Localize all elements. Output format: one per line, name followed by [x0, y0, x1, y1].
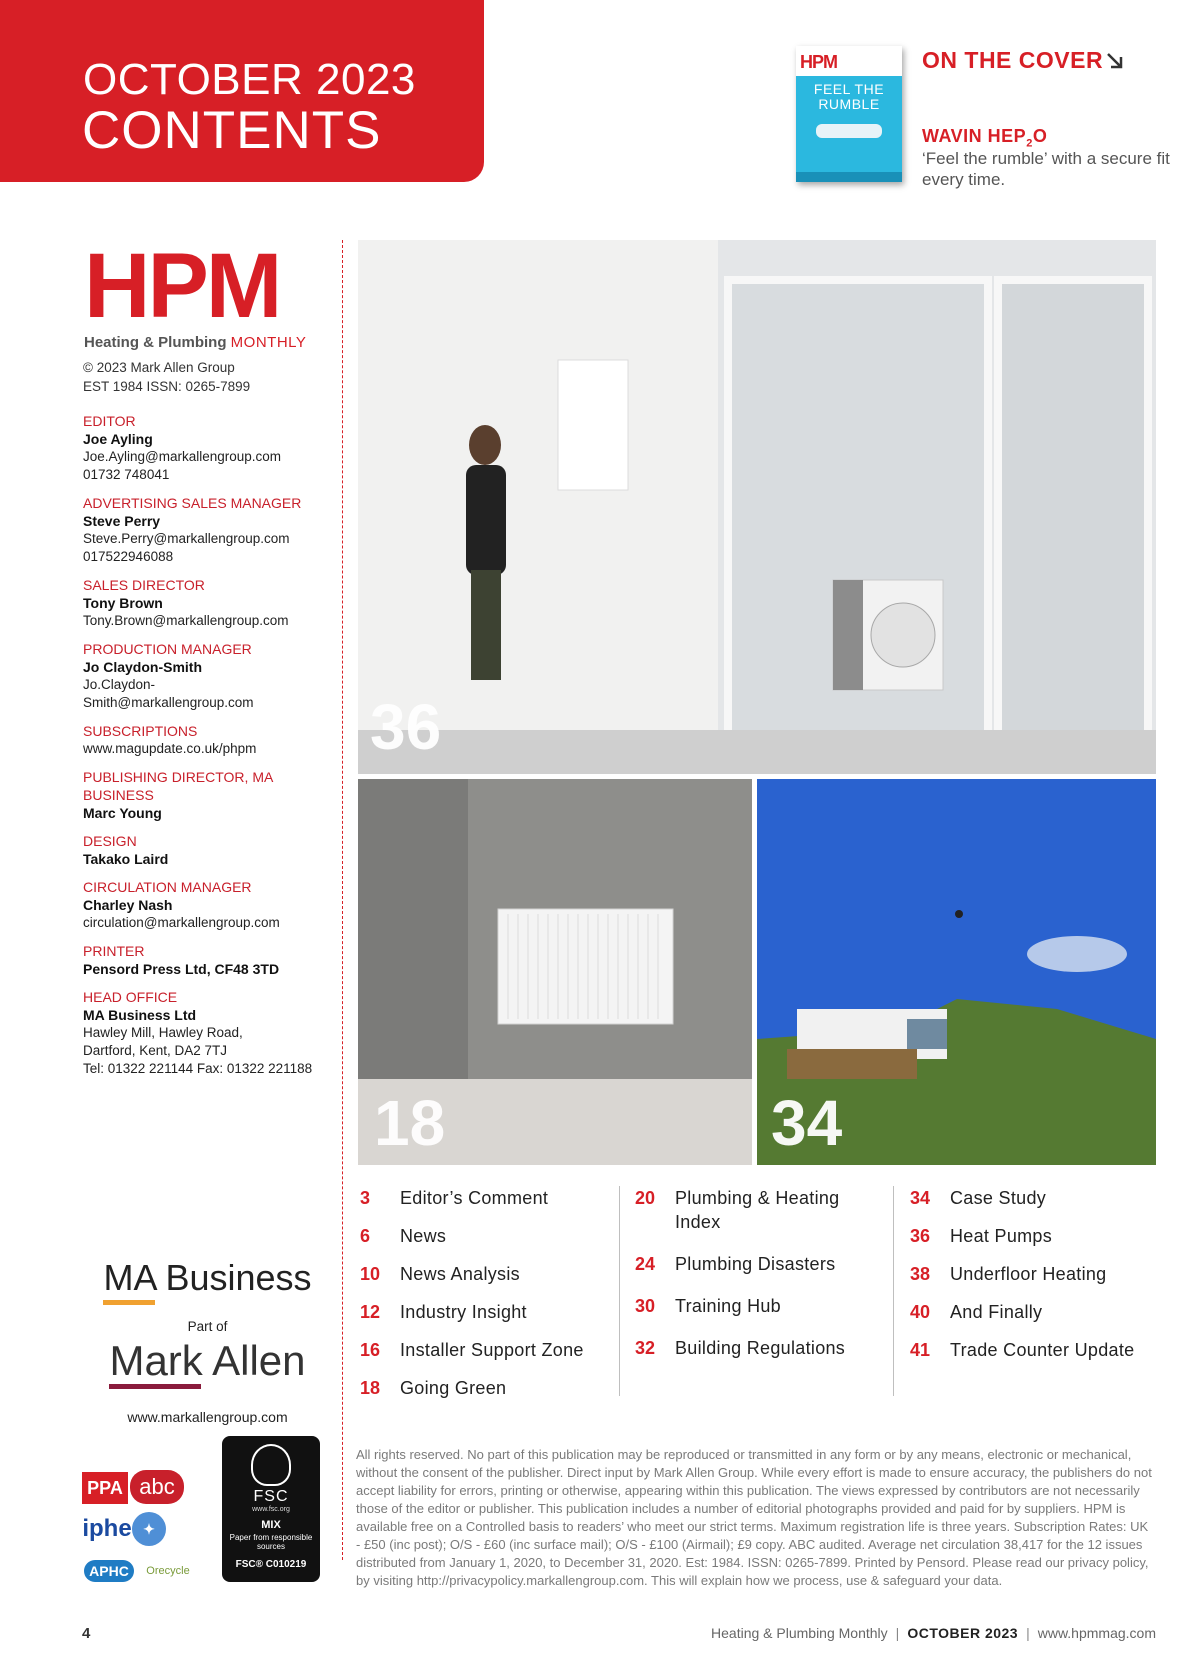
copyright-line: © 2023 Mark Allen Group — [83, 360, 235, 375]
ma-business-underline — [103, 1300, 155, 1305]
masthead-name: Pensord Press Ltd, CF48 3TD — [83, 961, 280, 977]
part-of-label: Part of — [187, 1319, 228, 1334]
contents-column-1 — [360, 1186, 600, 1414]
contents-title: And Finally — [950, 1302, 1043, 1322]
contents-separator — [619, 1186, 620, 1396]
contents-page-number: 12 — [360, 1302, 381, 1322]
masthead-item — [83, 942, 323, 978]
subscriptions-link[interactable]: www.magupdate.co.uk/phpm — [83, 741, 257, 756]
contents-title: Going Green — [400, 1378, 507, 1398]
fsc-site: www.fsc.org — [252, 1506, 290, 1513]
masthead-phone: 017522946088 — [83, 549, 174, 564]
masthead-name: Joe Ayling — [83, 431, 153, 447]
heat-pump-image[interactable] — [358, 240, 1156, 774]
hpm-logo-sub1: Heating & Plumbing — [84, 334, 227, 351]
contents-title: Heat Pumps — [950, 1226, 1053, 1246]
contents-item[interactable] — [360, 1262, 600, 1286]
on-the-cover-label: ON THE COVER — [922, 47, 1104, 73]
masthead-role: HEAD OFFICE — [83, 989, 178, 1005]
masthead-role: SALES DIRECTOR — [83, 577, 205, 593]
masthead-email[interactable]: Jo.Claydon-Smith@markallengroup.com — [83, 677, 254, 710]
page-number-badge: 34 — [771, 1087, 843, 1159]
contents-item[interactable] — [360, 1338, 600, 1362]
contents-title: Case Study — [950, 1188, 1047, 1208]
contents-item[interactable] — [360, 1300, 600, 1324]
membership-badges — [80, 1470, 220, 1590]
contents-item[interactable] — [910, 1338, 1160, 1362]
masthead-item — [83, 878, 323, 932]
footer — [711, 1625, 1156, 1641]
masthead-item — [83, 832, 323, 868]
footer-separator: | — [1026, 1625, 1030, 1641]
page-number-badge: 36 — [370, 691, 442, 763]
contents-page-number: 3 — [360, 1188, 371, 1208]
contents-item[interactable] — [360, 1224, 600, 1248]
masthead-item — [83, 412, 323, 484]
contents-title: Installer Support Zone — [400, 1340, 584, 1360]
issn-line: EST 1984 ISSN: 0265-7899 — [83, 379, 251, 394]
contents-item[interactable] — [635, 1336, 875, 1360]
contents-page-number: 20 — [635, 1188, 656, 1208]
contents-item[interactable] — [360, 1186, 600, 1210]
contents-title: Editor’s Comment — [400, 1188, 549, 1208]
on-the-cover-heading — [922, 47, 1125, 74]
page-number-badge: 18 — [374, 1087, 446, 1159]
ma-business-logo — [95, 1257, 320, 1425]
radiator-image[interactable] — [358, 779, 752, 1165]
contents-page-number: 10 — [360, 1264, 381, 1284]
mark-allen-underline — [109, 1384, 201, 1389]
aphc-logo: APHC — [84, 1560, 134, 1582]
contents-title: CONTENTS — [82, 101, 382, 160]
masthead-name: Tony Brown — [83, 595, 163, 611]
hpm-logo — [84, 235, 309, 351]
cover-thumb-title: FEEL THE RUMBLE — [813, 81, 885, 113]
fsc-name: FSC — [253, 1488, 289, 1505]
contents-title: Plumbing & Heating Index — [675, 1188, 840, 1232]
footer-magazine: Heating & Plumbing Monthly — [711, 1625, 888, 1641]
issue-date: OCTOBER 2023 — [83, 55, 416, 104]
cover-thumb-header — [796, 46, 902, 76]
masthead-phone: 01732 748041 — [83, 467, 170, 482]
copyright — [83, 358, 250, 396]
hpm-logo-wordmark: HPM — [84, 235, 280, 337]
contents-page-number: 38 — [910, 1264, 931, 1284]
cover-description: ‘Feel the rumble’ with a secure fit every time. — [922, 149, 1170, 189]
legal-notice: All rights reserved. No part of this publication may be reproduced or transmitted in any form or by any means, electronic or mechanical, without the consent of the publisher. Direct input by Mark Allen Group. While every effort is made to ensure accuracy, the publishers do not accept liability for errors, printing or otherwise, appearing within this publication. The views expressed by contributors are not necessarily those of the editor or publisher. This publication includes a number of editorial photographs provided and paid for by suppliers. HPM is available free on a Controlled basis to readers’ who meet our strict terms. Maximum registration life is three years. Subscription Rates: UK - £50 (inc post); O/S - £60 (inc surface mail); O/S - £100 (Airmail); £9 copy. ABC audited. Average net circulation 38,417 for the 12 issues distributed from January 1, 2020, to December 31, 2020. Est: 1984. ISSN: 0265-7899. Printed by Pensord. Please read our privacy policy, by visiting http://privacypolicy.markallengroup.com. This will explain how we process, use & safeguard your data. — [356, 1447, 1152, 1588]
masthead-name: Marc Young — [83, 805, 162, 821]
contents-column-3 — [910, 1186, 1160, 1376]
masthead-role: EDITOR — [83, 413, 136, 429]
contact-numbers: Tel: 01322 221144 Fax: 01322 221188 — [83, 1061, 313, 1076]
masthead-role: DESIGN — [83, 833, 137, 849]
contents-page-number: 32 — [635, 1338, 656, 1358]
contents-item[interactable] — [910, 1300, 1160, 1324]
masthead-role: ADVERTISING SALES MANAGER — [83, 495, 302, 511]
contents-page-number: 30 — [635, 1296, 656, 1316]
masthead-role: SUBSCRIPTIONS — [83, 723, 198, 739]
contents-title: News Analysis — [400, 1264, 520, 1284]
cover-brand-end: O — [1032, 126, 1048, 146]
footer-url[interactable]: www.hpmmag.com — [1037, 1625, 1156, 1641]
iphe-logo: iphe — [82, 1515, 132, 1542]
masthead-item — [83, 494, 323, 566]
contents-page-number: 40 — [910, 1302, 931, 1322]
contents-title: Building Regulations — [675, 1338, 846, 1358]
contents-title: Underfloor Heating — [950, 1264, 1107, 1284]
masthead-email[interactable]: Steve.Perry@markallengroup.com — [83, 531, 290, 546]
abc-logo: abc — [130, 1470, 184, 1504]
masthead-name: Charley Nash — [83, 897, 173, 913]
masthead-name: Steve Perry — [83, 513, 161, 529]
cover-thumb-footer-strip — [796, 172, 902, 182]
contents-title: Training Hub — [675, 1296, 781, 1316]
contents-item[interactable] — [635, 1294, 875, 1318]
contents-title: Plumbing Disasters — [675, 1254, 836, 1274]
contents-page-number: 24 — [635, 1254, 656, 1274]
contents-item[interactable] — [360, 1376, 600, 1400]
masthead-item — [83, 576, 323, 630]
ppa-logo: PPA — [82, 1472, 128, 1504]
crest-icon: ✦ — [132, 1512, 166, 1546]
cover-thumb-pipe-image — [816, 124, 882, 138]
masthead-name: MA Business Ltd — [83, 1007, 197, 1023]
column-divider — [342, 240, 343, 1560]
fsc-logo — [222, 1436, 320, 1582]
hpm-logo-sub2: MONTHLY — [230, 334, 307, 351]
fsc-code: FSC® C010219 — [235, 1559, 307, 1570]
page-number: 4 — [82, 1625, 91, 1642]
masthead-role: PUBLISHING DIRECTOR, MA BUSINESS — [83, 769, 273, 803]
cover-thumbnail[interactable] — [796, 46, 902, 182]
contents-page-number: 41 — [910, 1340, 931, 1360]
footer-separator: | — [895, 1625, 900, 1641]
fsc-mix: MIX — [261, 1519, 281, 1531]
masthead-email[interactable]: circulation@markallengroup.com — [83, 915, 280, 930]
masthead-item — [83, 640, 323, 712]
masthead-role: PRINTER — [83, 943, 145, 959]
masthead-role: PRODUCTION MANAGER — [83, 641, 252, 657]
fsc-paper: Paper from responsible sources — [229, 1533, 313, 1551]
ma-business-wordmark: MA Business — [103, 1257, 312, 1298]
masthead-name: Jo Claydon-Smith — [83, 659, 203, 675]
contents-item[interactable] — [635, 1186, 875, 1234]
cover-brand — [922, 126, 1047, 150]
masthead-item — [83, 722, 323, 758]
masthead-item — [83, 768, 323, 822]
contents-title: Trade Counter Update — [950, 1340, 1135, 1360]
contents-column-2 — [635, 1186, 875, 1378]
contents-page-number: 36 — [910, 1226, 931, 1246]
footer-issue: OCTOBER 2023 — [907, 1625, 1019, 1641]
cover-brand-subscript: 2 — [1026, 137, 1033, 150]
case-study-house-image[interactable] — [757, 779, 1156, 1165]
contents-item[interactable] — [910, 1186, 1160, 1210]
contents-page-number: 34 — [910, 1188, 931, 1208]
masthead-email[interactable]: Tony.Brown@markallengroup.com — [83, 613, 289, 628]
fsc-tree-icon — [251, 1444, 291, 1486]
contents-page-number: 18 — [360, 1378, 381, 1398]
masthead — [83, 412, 323, 1088]
contents-item[interactable] — [635, 1252, 875, 1276]
masthead-email[interactable]: Joe.Ayling@markallengroup.com — [83, 449, 282, 464]
arrow-down-right-icon — [1105, 51, 1125, 71]
masthead-role: CIRCULATION MANAGER — [83, 879, 252, 895]
heat-pump-illustration — [358, 240, 1156, 774]
cover-brand-name: WAVIN HEP — [922, 126, 1027, 146]
contents-item[interactable] — [910, 1224, 1160, 1248]
contents-item[interactable] — [910, 1262, 1160, 1286]
masthead-item — [83, 988, 323, 1078]
contents-page-number: 6 — [360, 1226, 371, 1246]
address-line: Hawley Mill, Hawley Road, — [83, 1025, 243, 1040]
contents-page-number: 16 — [360, 1340, 381, 1360]
contents-separator — [893, 1186, 894, 1396]
address-line: Dartford, Kent, DA2 7TJ — [83, 1043, 228, 1058]
mark-allen-wordmark: Mark Allen — [109, 1337, 306, 1384]
masthead-name: Takako Laird — [83, 851, 169, 867]
contents-title: News — [400, 1226, 447, 1246]
contents-header — [0, 0, 484, 182]
hpm-logo-subtitle — [84, 334, 309, 351]
contents-title: Industry Insight — [400, 1302, 527, 1322]
mark-allen-url[interactable]: www.markallengroup.com — [127, 1409, 288, 1425]
orecycle-logo: Orecycle — [146, 1564, 190, 1577]
cover-thumb-logo: HPM — [800, 52, 837, 72]
